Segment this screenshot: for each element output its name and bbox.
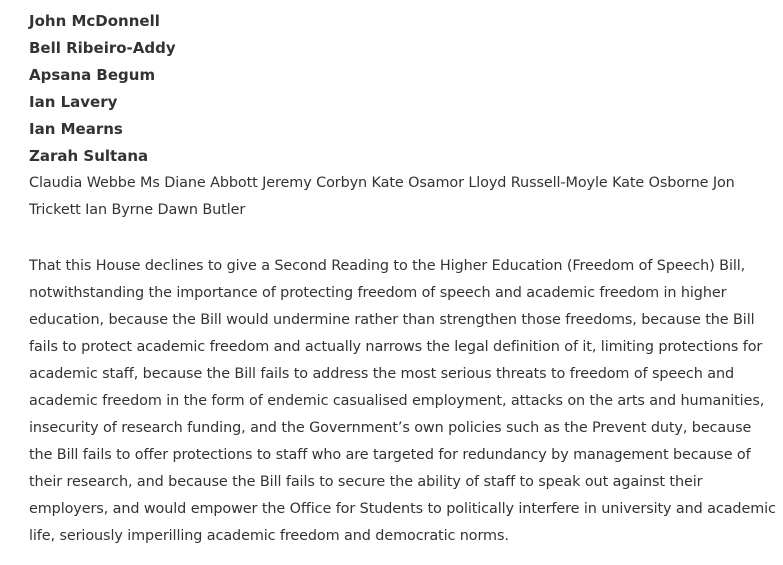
sponsor-name: John McDonnell [29, 12, 160, 30]
sponsor-name: Zarah Sultana [29, 147, 149, 165]
sponsor-name: Ian Mearns [29, 120, 123, 138]
sponsor-name: Bell Ribeiro-Addy [29, 39, 176, 57]
sponsor-name: Apsana Begum [29, 66, 156, 84]
sponsor-name: Ian Lavery [29, 93, 118, 111]
amendment-document [29, 8, 779, 550]
supporter-names: Claudia Webbe Ms Diane Abbott Jeremy Corbyn Kate Osamor Lloyd Russell-Moyle Kate Osborne Jon Trickett Ian Byrne Dawn Butler [29, 175, 735, 218]
amendment-text: That this House declines to give a Second Reading to the Higher Education (Freedom of Speech) Bill, notwithstanding the importance of protecting freedom of speech and academic freedom in higher education, because the Bill would undermine rather than strengthen those freedoms, because the Bill fails to protect academic freedom and actually narrows the legal definition of it, limiting protections for academic staff, because the Bill fails to address the most serious threats to freedom of speech and academic freedom in the form of endemic casualised employment, attacks on the arts and humanities, insecurity of research funding, and the Government’s own policies such as the Prevent duty, because the Bill fails to offer protections to staff who are targeted for redundancy by management because of their research, and because the Bill fails to secure the ability of staff to speak out against their employers, and would empower the Office for Students to politically interfere in university and academic life, seriously imperilling academic freedom and democratic norms. [29, 258, 776, 544]
sponsor-list [29, 8, 779, 170]
